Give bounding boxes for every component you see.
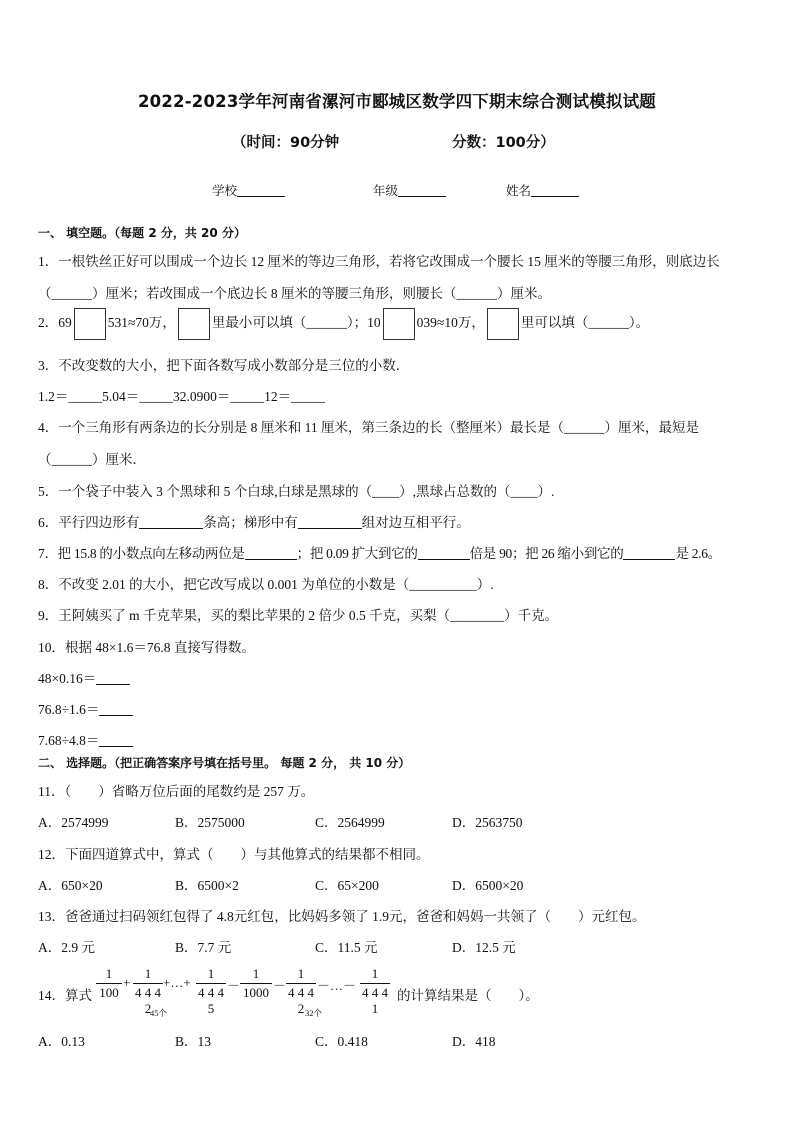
option-d[interactable]: D．2563750 (452, 815, 523, 830)
question-14-prefix: 14．算式 (38, 988, 92, 1003)
question-8: 8．不改变 2.01 的大小，把它改写成以 0.001 为单位的小数是（__________）. (38, 577, 494, 592)
option-b[interactable]: B．13 (175, 1034, 212, 1049)
ellipsis-minus: －…－ (317, 978, 357, 993)
fraction: 1 1000 (240, 966, 272, 1001)
school-field[interactable]: 学校 (212, 181, 285, 199)
option-b[interactable]: B．2575000 (175, 815, 245, 830)
question-10-b: 76.8÷1.6＝ (38, 698, 133, 718)
option-d[interactable]: D．6500×20 (452, 878, 524, 893)
fraction: 1 4 4 4 2 (135, 966, 161, 1016)
section-2-heading: 二、 选择题。（把正确答案序号填在括号里。 每题 2 分， 共 10 分） (38, 756, 411, 770)
answer-box[interactable] (383, 308, 415, 340)
question-12: 12．下面四道算式中，算式（ ）与其他算式的结果都不相同。 (38, 847, 430, 862)
grade-field[interactable]: 年级 (373, 181, 446, 199)
question-3-line-1: 3．不改变数的大小，把下面各数写成小数部分是三位的小数． (38, 358, 410, 373)
option-b[interactable]: B．6500×2 (175, 878, 239, 893)
minus-sign: － (273, 978, 287, 993)
question-4-line-2: （______）厘米． (38, 452, 146, 467)
plus-sign: + (123, 975, 131, 990)
question-2: 2．69 531≈70万， 里最小可以填（______）；10 039≈10万， 里可以填（______）。 (38, 308, 649, 340)
question-1-line-1: 1．一根铁丝正好可以围成一个边长 12 厘米的等边三角形，若将它改围成一个腰长 15 厘米的等腰三角形，则底边长 (38, 254, 720, 269)
answer-box[interactable] (487, 308, 519, 340)
fraction: 1 4 4 4 1 (362, 966, 388, 1016)
fraction: 1 4 4 4 5 (198, 966, 224, 1016)
answer-blank[interactable] (298, 516, 362, 529)
answer-blank[interactable] (418, 547, 470, 560)
option-a[interactable]: A．650×20 (38, 878, 103, 893)
answer-box[interactable] (74, 308, 106, 340)
section-1-heading: 一、 填空题。（每题 2 分，共 20 分） (38, 226, 246, 240)
question-7: 7．把 15.8 的小数点向左移动两位是 ；把 0.09 扩大到它的 倍是 90；把 26 缩小到它的 是 2.6。 (38, 546, 721, 561)
question-13: 13．爸爸通过扫码领红包得了 4.8元红包，比妈妈多领了 1.9元，爸爸和妈妈一共领了（ ）元红包。 (38, 909, 646, 924)
question-4-line-1: 4．一个三角形有两条边的长分别是 8 厘米和 11 厘米，第三条边的长（整厘米）最长是（______）厘米，最短是 (38, 420, 699, 435)
option-a[interactable]: A．2574999 (38, 815, 109, 830)
question-9: 9．王阿姨买了 m 千克苹果，买的梨比苹果的 2 倍少 0.5 千克，买梨（________）千克。 (38, 608, 559, 623)
option-d[interactable]: D．12.5 元 (452, 940, 516, 955)
answer-blank[interactable] (96, 672, 130, 685)
exam-time: （时间：90分钟 (232, 135, 340, 151)
option-c[interactable]: C．2564999 (315, 815, 385, 830)
answer-blank[interactable] (99, 734, 133, 747)
count-label: 32个 (305, 1008, 323, 1018)
answer-blank[interactable] (245, 547, 297, 560)
question-14-suffix: 的计算结果是（ ）。 (397, 988, 539, 1003)
answer-blank[interactable] (99, 703, 133, 716)
count-label: 45个 (150, 1008, 168, 1018)
answer-box[interactable] (178, 308, 210, 340)
option-b[interactable]: B．7.7 元 (175, 940, 232, 955)
fraction: 1 100 (96, 966, 122, 1001)
exam-score: 分数：100分） (452, 135, 555, 151)
answer-blank[interactable] (139, 516, 203, 529)
option-a[interactable]: A．0.13 (38, 1034, 85, 1049)
option-c[interactable]: C．65×200 (315, 878, 379, 893)
page-title: 2022-2023学年河南省漯河市郾城区数学四下期末综合测试模拟试题 (138, 92, 656, 111)
question-11: 11．（ ）省略万位后面的尾数约是 257 万。 (38, 784, 315, 799)
fraction: 1 4 4 4 2 (288, 966, 314, 1016)
question-6: 6．平行四边形有 条高；梯形中有 组对边互相平行。 (38, 515, 470, 530)
name-field[interactable]: 姓名 (506, 181, 579, 199)
option-c[interactable]: C．11.5 元 (315, 940, 378, 955)
option-c[interactable]: C．0.418 (315, 1034, 368, 1049)
answer-blank[interactable] (623, 547, 675, 560)
question-10: 10．根据 48×1.6＝76.8 直接写得数。 (38, 640, 255, 655)
question-5: 5．一个袋子中装入 3 个黑球和 5 个白球,白球是黑球的（____）,黑球占总数的（____）. (38, 484, 555, 499)
question-10-a: 48×0.16＝ (38, 667, 130, 687)
ellipsis-plus: +…+ (163, 975, 191, 990)
question-1-line-2: （______）厘米；若改围成一个底边长 8 厘米的等腰三角形，则腰长（______）厘米。 (38, 286, 551, 301)
question-10-c: 7.68÷4.8＝ (38, 729, 133, 749)
option-d[interactable]: D．418 (452, 1034, 496, 1049)
question-3-line-2: 1.2＝_____5.04＝_____32.0900＝_____12＝_____ (38, 389, 325, 404)
option-a[interactable]: A．2.9 元 (38, 940, 95, 955)
minus-sign: － (227, 978, 241, 993)
